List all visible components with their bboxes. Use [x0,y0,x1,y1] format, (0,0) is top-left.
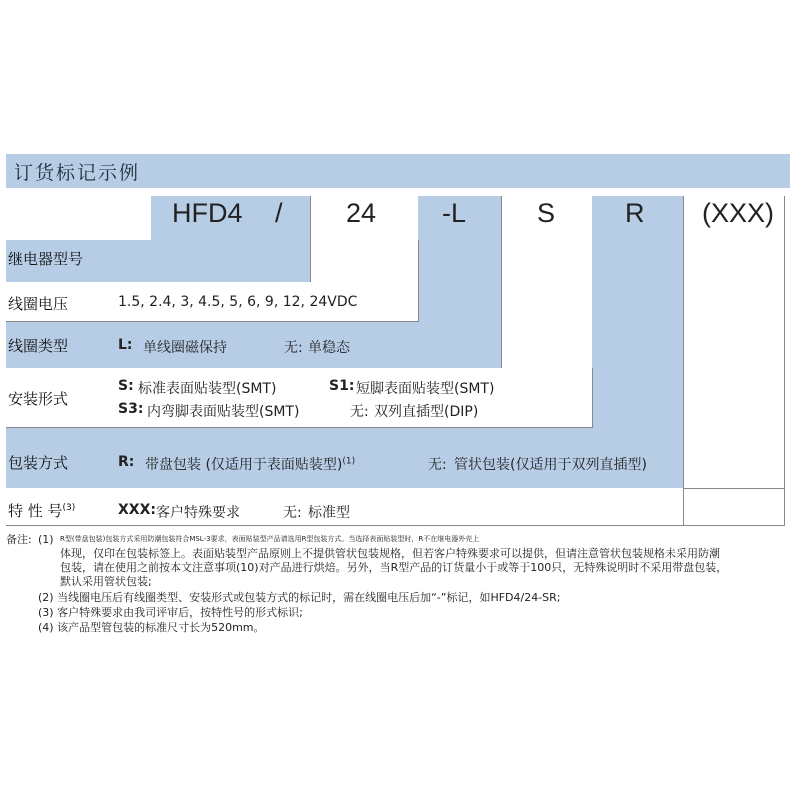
coil-type-key-2: 无: [284,340,303,356]
note-3: (3) 客户特殊要求由我司评审后，按特性号的形式标识; [38,606,303,619]
mount-key-2: S1: [329,378,355,394]
note-1-line-3: 包装，请在使用之前按本文注意事项(10)对产品进行烘焙。另外，当R型产品的订货量小于或等于100只，无特殊说明时不采用带盘包装， [60,561,728,574]
note-4: (4) 该产品型管包装的标准尺寸长为520mm。 [38,621,265,634]
line-mount-right [592,368,593,428]
note-1-line-1: R型(带盘包装)包装方式采用防潮包装符合MSL-3要求，表面贴装型产品请选用R型包装方式。当选择表面贴装型时，R不在继电器外壳上 [60,535,480,543]
line-special-bottom [6,525,784,526]
note-2: (2) 当线圈电压后有线圈类型、安装形式或包装方式的标记时，需在线圈电压后加“-”标记，如HFD4/24-SR; [38,591,561,604]
line-special-top [683,488,784,489]
mount-text-2: 短脚表面贴装型(SMT) [356,381,495,397]
pack-key-2: 无: [428,457,447,473]
code-voltage: 24 [346,198,377,228]
coil-type-text-1: 单线圈磁保持 [143,340,227,356]
special-key-2: 无: [283,505,302,521]
line-voltage-bottom [6,321,418,322]
label-coil-type: 线圈类型 [8,337,69,355]
coil-type-text-2: 单稳态 [308,340,350,356]
pack-key-1: R: [118,454,135,470]
block-pack-code [592,196,683,428]
code-coil: -L [442,198,467,228]
label-mounting: 安装形式 [8,390,69,408]
label-relay-model: 继电器型号 [8,250,84,268]
code-pack: R [625,198,645,228]
special-text-2: 标准型 [308,505,350,521]
label-coil-voltage: 线圈电压 [8,295,69,313]
mount-text-4: 双列直插型(DIP) [374,404,479,420]
special-text-1: 客户特殊要求 [156,505,240,521]
mount-text-3: 内弯脚表面贴装型(SMT) [147,404,300,420]
label-packing: 包装方式 [8,454,69,472]
note-1-line-2: 体现，仅印在包装标签上。表面贴装型产品原则上不提供管状包装规格，但若客户特殊要求可以提供，但请注意管状包装规格未采用防潮 [60,547,720,560]
pack-text-1: 带盘包装 (仅适用于表面贴装型)$^{(1)}$ [145,456,356,473]
pack-text-2: 管状包装(仅适用于双列直插型) [454,457,647,473]
mount-key-1: S: [118,378,134,394]
note-1-line-4: 默认采用管状包装; [60,575,152,588]
code-special: (XXX) [702,198,775,228]
line-special-edge [784,196,785,526]
special-note-ref: (3) [62,503,76,513]
line-mount-col [501,196,502,368]
mount-key-4: 无: [350,404,369,420]
coil-type-key-1: L: [118,337,133,353]
label-special: 特 性 号$^{(3)}$ [8,502,76,520]
code-mount: S [537,198,556,228]
line-voltage-col [310,196,311,282]
code-model: HFD4 [172,198,243,228]
code-slash: / [275,198,283,228]
pack-note-ref: (1) [342,456,356,467]
line-special-right [683,196,684,526]
special-key-1: XXX: [118,502,156,518]
section-title: 订货标记示例 [14,162,141,184]
note-1-number: (1) [38,533,54,546]
mount-text-1: 标准表面贴装型(SMT) [138,381,277,397]
block-coil-type [6,322,501,368]
notes-prefix: 备注: [6,533,32,546]
coil-voltage-values: 1.5, 2.4, 3, 4.5, 5, 6, 9, 12, 24VDC [118,294,358,310]
mount-key-3: S3: [118,401,144,417]
line-mount-bottom [6,427,592,428]
line-voltage-right [418,240,419,322]
